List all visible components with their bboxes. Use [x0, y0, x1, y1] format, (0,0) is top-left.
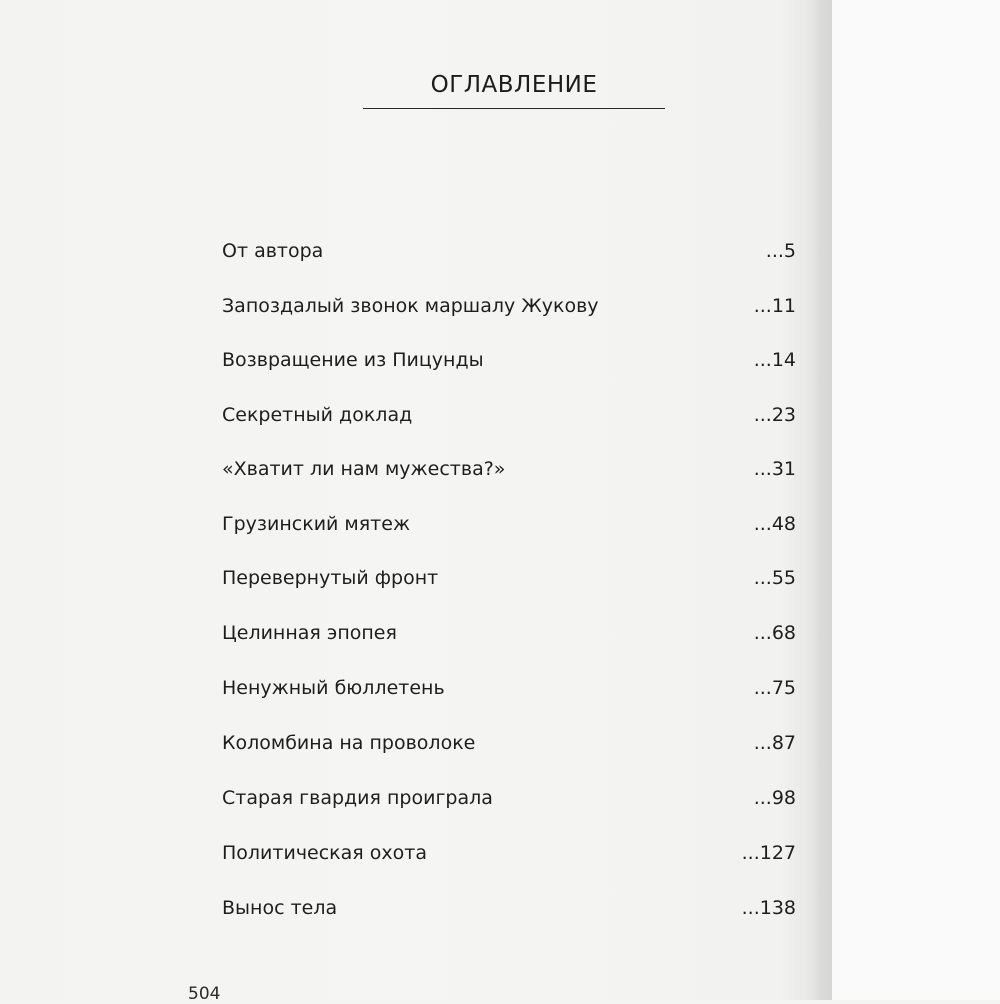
- facing-page-edge: [832, 0, 1000, 1000]
- toc-entry-page: ...11: [753, 295, 796, 317]
- toc-entry-title: Целинная эпопея: [222, 622, 397, 644]
- toc-entry-page: ...14: [753, 349, 796, 371]
- toc-entry-page: ...55: [753, 567, 796, 589]
- heading-underline: [363, 108, 665, 109]
- toc-entry: [222, 677, 796, 707]
- toc-entry-title: Возвращение из Пицунды: [222, 349, 484, 371]
- toc-entry: [222, 622, 796, 652]
- toc-entry-title: Старая гвардия проиграла: [222, 787, 493, 809]
- toc-entry-page: ...68: [753, 622, 796, 644]
- toc-entry: [222, 240, 796, 270]
- toc-entry: [222, 349, 796, 379]
- toc-entry-page: ...87: [753, 732, 796, 754]
- toc-entry-page: ...75: [753, 677, 796, 699]
- toc-entry-title: Ненужный бюллетень: [222, 677, 445, 699]
- toc-entry-title: Грузинский мятеж: [222, 513, 411, 535]
- toc-entry-page: ...138: [741, 897, 796, 919]
- toc-entry-title: Политическая охота: [222, 842, 427, 864]
- toc-entry: [222, 513, 796, 543]
- toc-entry: [222, 897, 796, 927]
- toc-entry-title: Вынос тела: [222, 897, 338, 919]
- toc-entry-title: Коломбина на проволоке: [222, 732, 476, 754]
- toc-entry-page: ...127: [741, 842, 796, 864]
- toc-entry-title: «Хватит ли нам мужества?»: [222, 458, 506, 480]
- toc-entry: [222, 567, 796, 597]
- toc-entry: [222, 458, 796, 488]
- toc-heading: ОГЛАВЛЕНИЕ: [430, 72, 598, 98]
- toc-entry-page: ...98: [753, 787, 796, 809]
- page-gutter-shadow: [812, 0, 832, 1000]
- toc-entry-title: Секретный доклад: [222, 404, 413, 426]
- toc-entry-page: ...5: [765, 240, 796, 262]
- toc-entry: [222, 404, 796, 434]
- toc-entry-title: Запоздалый звонок маршалу Жукову: [222, 295, 599, 317]
- toc-entry-page: ...23: [753, 404, 796, 426]
- toc-entry-title: Перевернутый фронт: [222, 567, 439, 589]
- toc-entry: [222, 842, 796, 872]
- page-number: 504: [188, 984, 221, 1004]
- toc-entry-page: ...48: [753, 513, 796, 535]
- toc-entry-page: ...31: [753, 458, 796, 480]
- toc-entry: [222, 732, 796, 762]
- toc-entry: [222, 295, 796, 325]
- toc-entry-title: От автора: [222, 240, 324, 262]
- toc-entry: [222, 787, 796, 817]
